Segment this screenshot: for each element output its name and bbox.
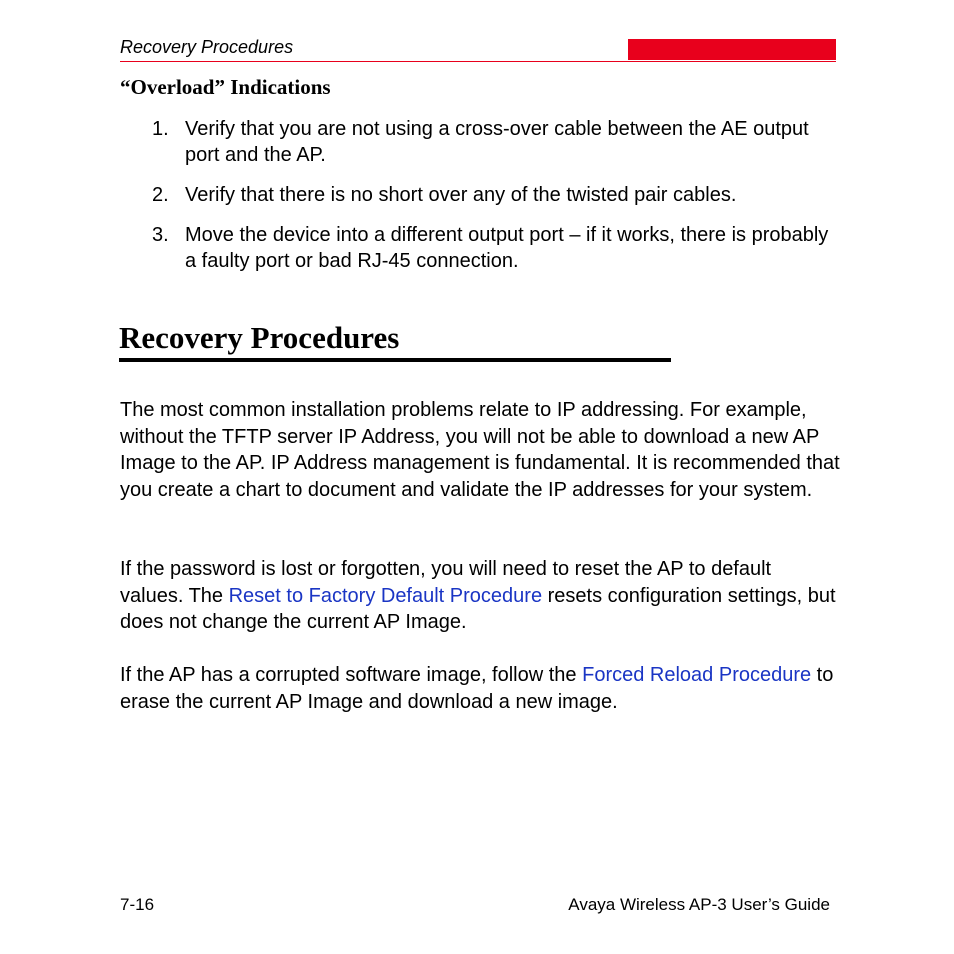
- paragraph-password-reset: [120, 556, 840, 636]
- page-number: 7-16: [120, 895, 155, 914]
- guide-title: Avaya Wireless AP-3 User’s Guide: [568, 895, 830, 914]
- reset-to-factory-default-link[interactable]: Reset to Factory Default Procedure: [228, 584, 543, 607]
- list-item-text: Move the device into a different output port – if it works, there is probably a faulty port or bad RJ-45 connection.: [185, 224, 829, 272]
- list-item-number: 1.: [152, 118, 169, 140]
- running-header-title: Recovery Procedures: [120, 37, 294, 57]
- list-item: [120, 116, 840, 168]
- list-item-text: Verify that there is no short over any of the twisted pair cables.: [185, 184, 737, 206]
- paragraph-text: If the AP has a corrupted software image, follow the: [120, 664, 583, 686]
- section-title-underline: [119, 358, 671, 362]
- header-accent-bar: [628, 39, 836, 60]
- list-item-number: 3.: [152, 224, 169, 246]
- paragraph-ip-addressing: The most common installation problems relate to IP addressing. For example, without the TFTP server IP Address, you will not be able to download a new AP Image to the AP. IP Address management is fundamental. It is recommended that you create a chart to document and validate the IP addresses for your system.: [120, 399, 840, 501]
- list-item: [120, 222, 840, 274]
- header-rule: [120, 61, 836, 62]
- forced-reload-procedure-link[interactable]: Forced Reload Procedure: [582, 664, 812, 686]
- paragraph-text: If the password is lost or forgotten, you will need to reset the AP to default values. The: [120, 558, 772, 607]
- paragraph-text: resets configuration settings, but does not change the current AP Image.: [120, 584, 836, 633]
- list-item: [120, 182, 840, 208]
- section-title: Recovery Procedures: [119, 320, 400, 355]
- list-item-number: 2.: [152, 184, 169, 206]
- paragraph-forced-reload: [120, 662, 840, 715]
- paragraph-text: to erase the current AP Image and download a new image.: [120, 664, 834, 713]
- list-item-text: Verify that you are not using a cross-over cable between the AE output port and the AP.: [185, 118, 809, 166]
- overload-steps-list: [120, 116, 840, 288]
- overload-heading: “Overload” Indications: [120, 75, 331, 99]
